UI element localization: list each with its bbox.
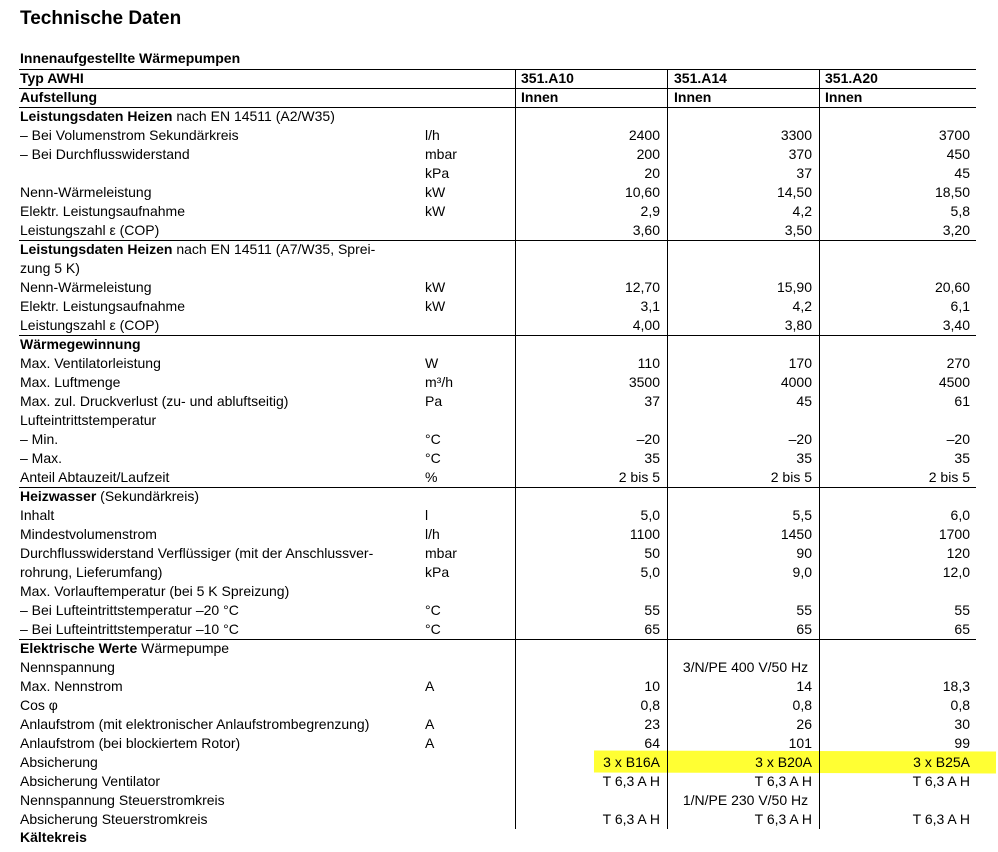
model-header-3: 351.A20 <box>825 70 878 86</box>
row-label: – Bei Volumenstrom Sekundärkreis <box>20 127 239 143</box>
section-subtitle: Innenaufgestellte Wärmepumpen <box>20 50 241 66</box>
row-value-3: 65 <box>954 621 970 637</box>
row-label: Max. Ventilatorleistung <box>20 355 161 371</box>
row-value-3: T 6,3 A H <box>912 811 970 827</box>
column-divider-2 <box>667 69 668 829</box>
row-label: Lufteintrittstemperatur <box>20 412 157 428</box>
row-unit: kW <box>425 298 446 314</box>
row-value-3: 450 <box>946 146 970 162</box>
column-divider-1 <box>515 69 516 829</box>
row-label: Leistungszahl ε (COP) <box>20 317 160 333</box>
row-value-2: 14,50 <box>776 184 812 200</box>
row-value-2: 4000 <box>780 374 812 390</box>
section-heading: Elektrische Werte <box>20 640 138 656</box>
row-unit: A <box>425 735 435 751</box>
row-label: – Bei Durchflusswiderstand <box>20 146 190 162</box>
row-value-3: 18,3 <box>942 678 970 694</box>
row-value-2: 37 <box>796 165 812 181</box>
row-value-3: 12,0 <box>942 564 970 580</box>
row-label: – Bei Lufteintrittstemperatur –20 °C <box>20 602 239 618</box>
row-value-2: 45 <box>796 393 812 409</box>
row-value-1: 110 <box>637 355 660 371</box>
row-value-2: 3300 <box>780 127 812 143</box>
row-label: – Max. <box>20 450 63 466</box>
row-value-3: 4500 <box>938 374 970 390</box>
row-value-1: 2 bis 5 <box>618 469 660 485</box>
row-value-2: 90 <box>796 545 812 561</box>
page-title: Technische Daten <box>20 8 182 29</box>
row-label: Nennspannung Steuerstromkreis <box>20 792 225 808</box>
row-label <box>20 335 141 354</box>
section-heading: Wärmegewinnung <box>20 336 141 352</box>
row-value-3: 120 <box>946 545 970 561</box>
row-value-spanning: 3/N/PE 400 V/50 Hz <box>682 659 809 675</box>
row-label: Heizwasser (Sekundärkreis) <box>20 488 199 504</box>
row-label: Elektr. Leistungsaufnahme <box>20 203 185 219</box>
row-unit: kPa <box>425 165 450 181</box>
row-label: zung 5 K) <box>20 260 80 276</box>
row-value-1: T 6,3 A H <box>602 773 660 789</box>
row-value-1: 3500 <box>628 374 660 390</box>
row-unit: Pa <box>425 393 443 409</box>
row-unit: °C <box>425 431 441 447</box>
row-label: Leistungszahl ε (COP) <box>20 222 160 238</box>
row-label: Leistungsdaten Heizen nach EN 14511 (A2/W35) <box>20 108 335 124</box>
row-unit: m³/h <box>425 374 453 390</box>
row-value-2: 2 bis 5 <box>770 469 812 485</box>
row-value-2: 3,80 <box>784 317 812 333</box>
row-label: Max. Vorlauftemperatur (bei 5 K Spreizung) <box>20 583 290 599</box>
row-value-3: 0,8 <box>950 697 970 713</box>
row-value-1: 2,9 <box>640 203 660 219</box>
row-value-1: 65 <box>644 621 660 637</box>
row-unit: W <box>425 355 439 371</box>
row-value-2: 9,0 <box>792 564 812 580</box>
row-value-2: 3 x B20A <box>755 754 812 770</box>
placement-value-1: Innen <box>521 89 559 105</box>
row-label: Absicherung Ventilator <box>20 773 161 789</box>
row-unit: mbar <box>425 545 457 561</box>
row-unit: l <box>425 507 429 523</box>
row-unit: l/h <box>425 526 440 542</box>
section-heading: Leistungsdaten Heizen <box>20 108 173 124</box>
row-unit: kW <box>425 279 446 295</box>
row-value-1: 5,0 <box>640 507 660 523</box>
row-value-2: 170 <box>788 355 812 371</box>
row-divider <box>19 487 976 488</box>
row-value-3: 3,40 <box>942 317 970 333</box>
row-value-2: T 6,3 A H <box>754 773 812 789</box>
row-value-2: 14 <box>796 678 812 694</box>
row-label: – Bei Lufteintrittstemperatur –10 °C <box>20 621 239 637</box>
row-value-1: 35 <box>644 450 660 466</box>
row-unit: l/h <box>425 127 440 143</box>
column-divider-3 <box>819 69 820 829</box>
row-value-1: 64 <box>644 735 660 751</box>
row-value-3: 6,1 <box>950 298 970 314</box>
row-label: Anlaufstrom (bei blockiertem Rotor) <box>20 735 241 751</box>
row-value-1: T 6,3 A H <box>602 811 660 827</box>
row-value-2: –20 <box>788 431 812 447</box>
row-value-1: 5,0 <box>640 564 660 580</box>
row-label: Nenn-Wärmeleistung <box>20 184 152 200</box>
row-value-1: 3,60 <box>632 222 660 238</box>
row-value-2: 5,5 <box>792 507 812 523</box>
row-value-spanning: 1/N/PE 230 V/50 Hz <box>682 792 809 808</box>
row-value-2: 1450 <box>780 526 812 542</box>
row-value-3: T 6,3 A H <box>912 773 970 789</box>
cut-off-heading: Kältekreis <box>20 829 87 845</box>
row-unit: °C <box>425 621 441 637</box>
placement-value-2: Innen <box>674 89 712 105</box>
row-value-2: T 6,3 A H <box>754 811 812 827</box>
section-heading: Heizwasser <box>20 488 97 504</box>
row-value-3: 30 <box>954 716 970 732</box>
row-value-2: 4,2 <box>792 298 812 314</box>
row-value-2: 370 <box>788 146 812 162</box>
row-unit: kPa <box>425 564 450 580</box>
row-value-1: 50 <box>644 545 660 561</box>
row-label: Inhalt <box>20 507 55 523</box>
row-label: Absicherung <box>20 754 98 770</box>
row-value-1: 20 <box>644 165 660 181</box>
row-value-3: 3 x B25A <box>913 754 970 770</box>
row-value-1: 10 <box>644 678 660 694</box>
row-value-1: 3 x B16A <box>603 754 660 770</box>
row-value-3: 270 <box>946 355 970 371</box>
row-unit: % <box>425 469 438 485</box>
row-label: Nenn-Wärmeleistung <box>20 279 152 295</box>
row-value-1: 37 <box>644 393 660 409</box>
row-value-3: 3,20 <box>942 222 970 238</box>
row-label: rohrung, Lieferumfang) <box>20 564 163 580</box>
row-value-3: 1700 <box>938 526 970 542</box>
row-value-1: 23 <box>644 716 660 732</box>
row-label: Mindestvolumenstrom <box>20 526 157 542</box>
row-value-3: 55 <box>954 602 970 618</box>
row-value-3: 6,0 <box>950 507 970 523</box>
row-value-2: 3,50 <box>784 222 812 238</box>
row-value-1: 10,60 <box>624 184 660 200</box>
row-value-1: 4,00 <box>632 317 660 333</box>
row-unit: A <box>425 678 435 694</box>
placement-value-3: Innen <box>825 89 863 105</box>
row-label: Durchflusswiderstand Verflüssiger (mit der Anschlussver- <box>20 545 374 561</box>
row-value-1: 12,70 <box>624 279 660 295</box>
row-value-3: 45 <box>954 165 970 181</box>
row-label: Max. zul. Druckverlust (zu- und abluftseitig) <box>20 393 289 409</box>
row-unit: kW <box>425 184 446 200</box>
placement-label: Aufstellung <box>20 89 97 105</box>
row-value-3: 18,50 <box>934 184 970 200</box>
row-label: Nennspannung <box>20 659 115 675</box>
row-value-1: 0,8 <box>640 697 660 713</box>
row-label: Leistungsdaten Heizen nach EN 14511 (A7/W35, Sprei- <box>20 241 376 257</box>
row-label: Absicherung Steuerstromkreis <box>20 811 208 827</box>
row-divider <box>19 69 976 70</box>
row-divider <box>19 88 976 89</box>
row-value-3: 61 <box>954 393 970 409</box>
row-value-3: 35 <box>954 450 970 466</box>
row-value-2: 15,90 <box>776 279 812 295</box>
row-value-2: 4,2 <box>792 203 812 219</box>
row-label: Anlaufstrom (mit elektronischer Anlaufstrombegrenzung) <box>20 716 370 732</box>
row-value-2: 0,8 <box>792 697 812 713</box>
row-value-3: 2 bis 5 <box>928 469 970 485</box>
row-value-2: 65 <box>796 621 812 637</box>
row-value-3: 99 <box>954 735 970 751</box>
row-value-1: 1100 <box>629 526 660 542</box>
header-label: Typ AWHI <box>20 70 84 86</box>
row-divider <box>19 240 976 241</box>
row-value-1: 3,1 <box>640 298 660 314</box>
row-unit: °C <box>425 602 441 618</box>
row-unit: A <box>425 716 435 732</box>
row-label: Anteil Abtauzeit/Laufzeit <box>20 469 170 485</box>
row-unit: kW <box>425 203 446 219</box>
row-value-2: 26 <box>796 716 812 732</box>
row-value-3: –20 <box>946 431 970 447</box>
model-header-1: 351.A10 <box>521 70 574 86</box>
row-label: Elektrische Werte Wärmepumpe <box>20 640 230 656</box>
row-divider <box>19 639 976 640</box>
row-value-1: –20 <box>636 431 660 447</box>
row-value-1: 200 <box>636 146 660 162</box>
row-unit: °C <box>425 450 441 466</box>
row-value-2: 55 <box>796 602 812 618</box>
row-value-2: 35 <box>796 450 812 466</box>
row-value-1: 2400 <box>628 127 660 143</box>
row-value-3: 20,60 <box>934 279 970 295</box>
model-header-2: 351.A14 <box>674 70 727 86</box>
row-label: Cos φ <box>20 697 58 713</box>
row-unit: mbar <box>425 146 457 162</box>
row-value-3: 5,8 <box>950 203 970 219</box>
row-divider <box>19 335 976 336</box>
row-label: Max. Luftmenge <box>20 374 121 390</box>
row-label: Elektr. Leistungsaufnahme <box>20 298 185 314</box>
row-label: – Min. <box>20 431 59 447</box>
section-heading: Leistungsdaten Heizen <box>20 241 173 257</box>
row-value-3: 3700 <box>938 127 970 143</box>
row-value-1: 55 <box>644 602 660 618</box>
row-label: Max. Nennstrom <box>20 678 123 694</box>
row-value-2: 101 <box>788 735 812 751</box>
